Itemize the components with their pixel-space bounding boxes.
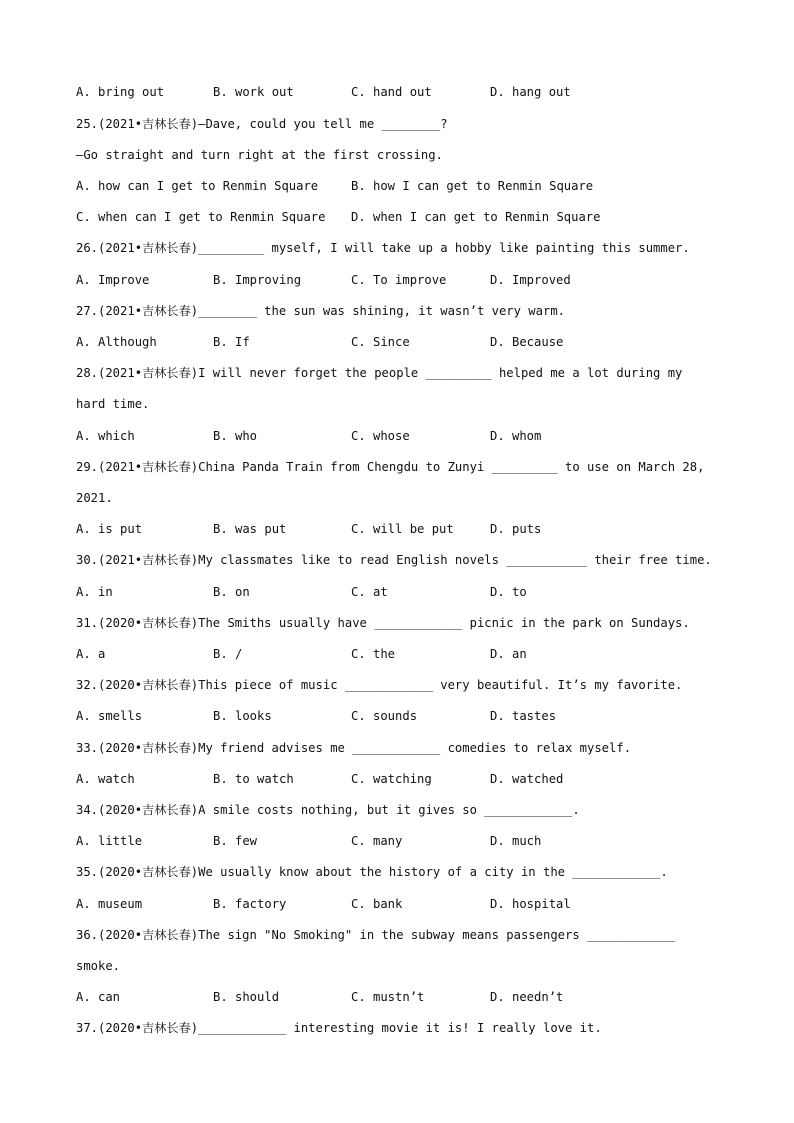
q25-option-d: D. when I can get to Renmin Square [351,210,601,224]
q26-option-c: C. To improve [351,273,447,287]
q28-option-b: B. who [213,429,258,443]
q26-option-d: D. Improved [490,273,571,287]
q24-option-d: D. hang out [490,85,571,99]
q36-option-a: A. can [76,990,121,1004]
q33-option-b: B. to watch [213,772,294,786]
q31-option-b: B. / [213,647,243,661]
q30-stem: 30.(2021•吉林长春)My classmates like to read English novels ___________ their free time. [76,553,712,567]
q36-stem-cont: smoke. [76,959,121,973]
q26-option-a: A. Improve [76,273,150,287]
q34-option-a: A. little [76,834,143,848]
q30-option-b: B. on [213,585,250,599]
q30-option-a: A. in [76,585,113,599]
q30-option-c: C. at [351,585,388,599]
q27-stem: 27.(2021•吉林长春)________ the sun was shining, it wasn’t very warm. [76,304,565,318]
q29-stem: 29.(2021•吉林长春)China Panda Train from Chengdu to Zunyi _________ to use on March 28, [76,460,705,474]
q33-stem: 33.(2020•吉林长春)My friend advises me ____________ comedies to relax myself. [76,741,632,755]
q30-option-d: D. to [490,585,527,599]
q37-stem: 37.(2020•吉林长春)____________ interesting movie it is! I really love it. [76,1021,602,1035]
q35-stem: 35.(2020•吉林长春)We usually know about the history of a city in the ____________. [76,865,668,879]
q34-option-d: D. much [490,834,542,848]
q35-option-c: C. bank [351,897,403,911]
q32-option-c: C. sounds [351,709,418,723]
q31-option-d: D. an [490,647,527,661]
q36-option-b: B. should [213,990,280,1004]
q28-stem: 28.(2021•吉林长春)I will never forget the people _________ helped me a lot during my [76,366,683,380]
q35-option-a: A. museum [76,897,143,911]
q36-option-d: D. needn’t [490,990,564,1004]
q36-stem: 36.(2020•吉林长春)The sign "No Smoking" in the subway means passengers ____________ [76,928,676,942]
q32-stem: 32.(2020•吉林长春)This piece of music ____________ very beautiful. It’s my favorite. [76,678,683,692]
q24-option-a: A. bring out [76,85,165,99]
q29-option-a: A. is put [76,522,143,536]
q25-option-b: B. how I can get to Renmin Square [351,179,594,193]
q29-option-b: B. was put [213,522,287,536]
q29-option-c: C. will be put [351,522,454,536]
q27-option-d: D. Because [490,335,564,349]
q33-option-c: C. watching [351,772,432,786]
q31-stem: 31.(2020•吉林长春)The Smiths usually have ____________ picnic in the park on Sundays. [76,616,690,630]
q34-stem: 34.(2020•吉林长春)A smile costs nothing, but it gives so ____________. [76,803,580,817]
q34-option-c: C. many [351,834,403,848]
q24-option-b: B. work out [213,85,294,99]
q24-option-c: C. hand out [351,85,432,99]
q35-option-b: B. factory [213,897,287,911]
q36-option-c: C. mustn’t [351,990,425,1004]
q28-option-c: C. whose [351,429,410,443]
q26-stem: 26.(2021•吉林长春)_________ myself, I will take up a hobby like painting this summer. [76,241,690,255]
q35-option-d: D. hospital [490,897,571,911]
q25-option-a: A. how can I get to Renmin Square [76,179,319,193]
q29-option-d: D. puts [490,522,542,536]
q33-option-a: A. watch [76,772,135,786]
q28-option-d: D. whom [490,429,542,443]
q32-option-d: D. tastes [490,709,557,723]
q25-stem: 25.(2021•吉林长春)—Dave, could you tell me ________? [76,117,448,131]
q34-option-b: B. few [213,834,258,848]
q28-option-a: A. which [76,429,135,443]
q28-stem-cont: hard time. [76,397,150,411]
q27-option-c: C. Since [351,335,410,349]
q32-option-b: B. looks [213,709,272,723]
q31-option-c: C. the [351,647,396,661]
q31-option-a: A. a [76,647,106,661]
q25-reply: —Go straight and turn right at the first crossing. [76,148,443,162]
q25-option-c: C. when can I get to Renmin Square [76,210,326,224]
q26-option-b: B. Improving [213,273,302,287]
q27-option-a: A. Although [76,335,157,349]
q33-option-d: D. watched [490,772,564,786]
q32-option-a: A. smells [76,709,143,723]
q27-option-b: B. If [213,335,250,349]
q29-stem-cont: 2021. [76,491,113,505]
